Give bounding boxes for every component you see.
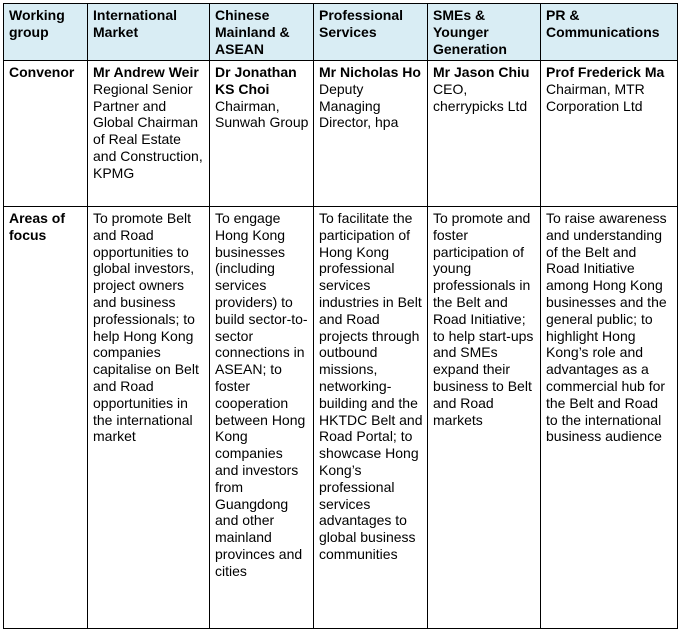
convenor-name: Mr Andrew Weir: [93, 64, 199, 80]
row-label-convenor: Convenor: [4, 61, 88, 207]
convenor-title: Chairman, Sunwah Group: [215, 97, 309, 131]
focus-cell: To raise awareness and understanding of the Belt and Road Initiative among Hong Kong businesses and the general public; to highlight Hong Kong’s role and advantages as a commercial hub for the Belt and Road to the international business audience: [541, 207, 678, 629]
convenor-cell: [88, 61, 210, 207]
header-smes-younger-generation: SMEs & Younger Generation: [428, 4, 541, 61]
focus-cell: To engage Hong Kong businesses (including services providers) to build sector-to-sector connections in ASEAN; to foster cooperation between Hong Kong companies and investors from Guangdong and other mainland provinces and cities: [210, 207, 314, 629]
header-professional-services: Professional Services: [314, 4, 428, 61]
convenor-title: Deputy Managing Director, hpa: [319, 80, 399, 131]
focus-cell: To promote and foster participation of young professionals in the Belt and Road Initiative; to help start-ups and SMEs expand their business to Belt and Road markets: [428, 207, 541, 629]
focus-cell: To promote Belt and Road opportunities to global investors, project owners and business professionals; to help Hong Kong companies capitalise on Belt and Road opportunities in the international market: [88, 207, 210, 629]
convenor-name: Mr Jason Chiu: [433, 64, 530, 80]
convenor-name: Dr Jonathan KS Choi: [215, 64, 297, 97]
header-chinese-mainland-asean: Chinese Mainland & ASEAN: [210, 4, 314, 61]
header-pr-communications: PR & Communications: [541, 4, 678, 61]
working-groups-table: [3, 3, 678, 629]
row-label-areas-of-focus: Areas of focus: [4, 207, 88, 629]
convenor-title: Chairman, MTR Corporation Ltd: [546, 80, 645, 114]
focus-cell: To facilitate the participation of Hong Kong professional services industries in Belt and Road projects through outbound missions, networking-building and the HKTDC Belt and Road Portal; to showcase Hong Kong’s professional services advantages to global business communities: [314, 207, 428, 629]
convenor-cell: [541, 61, 678, 207]
convenor-cell: [428, 61, 541, 207]
convenor-row: [4, 61, 678, 207]
convenor-title: CEO, cherrypicks Ltd: [433, 80, 528, 114]
header-row: [4, 4, 678, 61]
convenor-cell: [210, 61, 314, 207]
convenor-name: Prof Frederick Ma: [546, 64, 665, 80]
header-international-market: International Market: [88, 4, 210, 61]
convenor-name: Mr Nicholas Ho: [319, 64, 421, 80]
header-working-group: Working group: [4, 4, 88, 61]
convenor-cell: [314, 61, 428, 207]
areas-of-focus-row: [4, 207, 678, 629]
convenor-title: Regional Senior Partner and Global Chairman of Real Estate and Construction, KPMG: [93, 80, 203, 181]
